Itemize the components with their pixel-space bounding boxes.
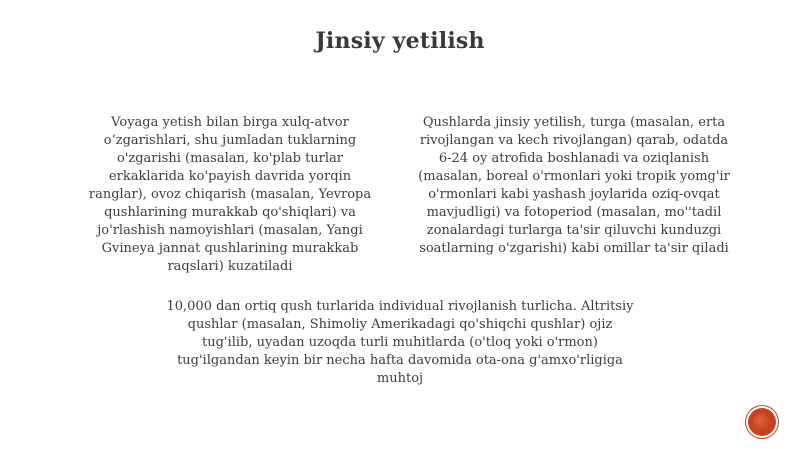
slide-title: Jinsiy yetilish	[315, 28, 485, 54]
right-text-block: Qushlarda jinsiy yetilish, turga (masalan, erta rivojlangan va kech rivojlangan) qarab, odatda 6-24 oy atrofida boshlanadi va oziqlanish (masalan, boreal o'rmonlari yoki tropik yomg'ir o'rmonlari kabi yashash joylarida oziq-ovqat mavjudligi) va fotoperiod (masalan, mo''tadil zonalardagi turlarga ta'sir qiluvchi kunduzgi soatlarning o'zgarishi) kabi omillar ta'sir qiladi	[418, 115, 730, 256]
bottom-text-block: 10,000 dan ortiq qush turlarida individual rivojlanish turlicha. Altritsiy qushlar (masalan, Shimoliy Amerikadagi qo'shiqchi qushlar) ojiz tug'ilib, uyadan uzoqda turli muhitlarda (o'tloq yoki o'rmon) tug'ilgandan keyin bir necha hafta davomida ota-ona g'amxo'rligiga muhtoj	[166, 299, 634, 386]
left-text-block: Voyaga yetish bilan birga xulq-atvor o‘zgarishlari, shu jumladan tuklarning o'zgarishi (masalan, ko'plab turlar erkaklarida ko'payish davrida yorqin ranglar), ovoz chiqarish (masalan, Yevropa qushlarining murakkab qo'shiqlari) va jo'rlashish namoyishlari (masalan, Yangi Gvineya jannat qushlarining murakkab raqslari) kuzatiladi	[88, 115, 372, 274]
circle-icon	[753, 413, 771, 431]
next-slide-button[interactable]	[748, 408, 776, 436]
